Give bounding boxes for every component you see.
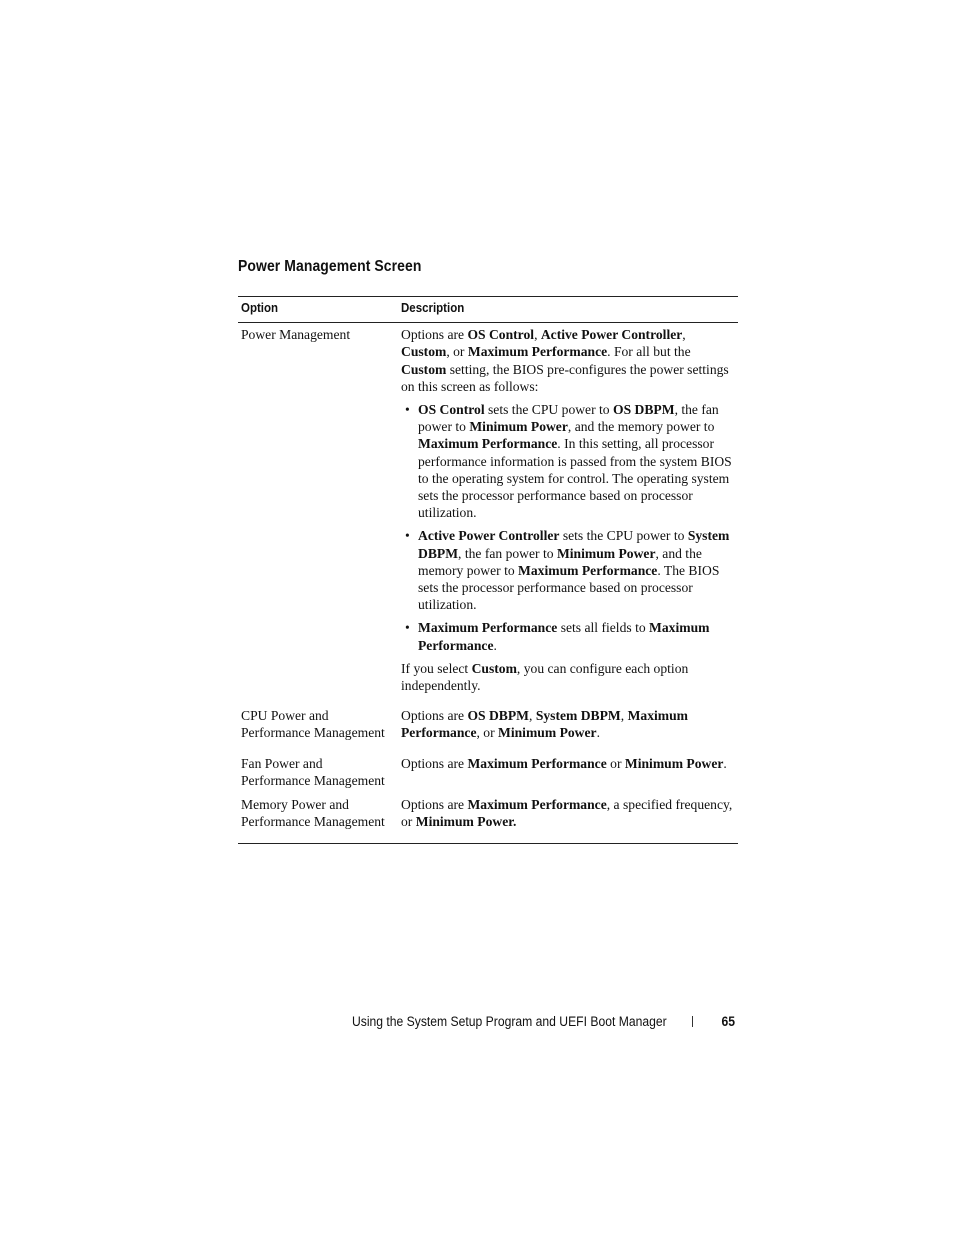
table-row (238, 323, 738, 706)
list-item (401, 401, 735, 521)
table-row (238, 705, 738, 752)
option-name: Power Management (241, 327, 351, 343)
option-value: Active Power Controller (418, 528, 560, 544)
option-value: Maximum Performance (418, 436, 558, 452)
option-description (398, 753, 738, 794)
option-value: Minimum Power (624, 755, 724, 771)
option-value: OS Control (418, 402, 485, 418)
page-footer (317, 1014, 735, 1029)
option-value: OS Control (467, 327, 535, 343)
option-value: Maximum Performance (418, 620, 710, 653)
text-run: sets the CPU power to (484, 402, 613, 418)
option-description (398, 323, 738, 706)
description-paragraph (401, 707, 735, 741)
text-run: . For all but the (607, 344, 691, 360)
text-run: . The BIOS sets the processor performance based on processor utilization. (418, 562, 720, 613)
text-run: . (723, 755, 727, 771)
section-title: Power Management Screen (238, 258, 422, 275)
option-value: OS DBPM (467, 708, 530, 724)
page-number: 65 (721, 1014, 735, 1029)
table-header-row (238, 297, 738, 323)
footer-title: Using the System Setup Program and UEFI Boot Manager (352, 1014, 667, 1029)
option-value: System DBPM (535, 708, 621, 724)
option-value: Maximum Performance (467, 755, 607, 771)
text-run: setting, the BIOS pre-configures the power settings on this screen as follows: (401, 361, 729, 394)
option-value: Maximum Performance (467, 344, 608, 360)
text-run: , the fan power to (418, 402, 719, 435)
option-value: OS DBPM (613, 402, 675, 418)
option-name: Fan Power and Performance Management (241, 755, 385, 788)
list-item (401, 527, 735, 613)
description-paragraph (401, 326, 735, 395)
option-value: Minimum Power (556, 545, 656, 561)
text-run: Options are (401, 327, 468, 343)
option-value: Minimum Power (469, 419, 568, 435)
text-run: , and the memory power to (567, 419, 715, 435)
text-run: , (620, 708, 628, 724)
option-value: Maximum Performance (518, 562, 658, 578)
option-value: Minimum Power (498, 725, 597, 741)
bullet-icon: • (405, 620, 410, 636)
options-table (238, 296, 738, 844)
header-option: Option (238, 297, 398, 323)
text-run: , (534, 327, 541, 343)
bullet-icon: • (405, 528, 410, 544)
text-run: , (529, 708, 536, 724)
text-run: If you select (401, 660, 472, 676)
table-row (238, 753, 738, 794)
option-value: Minimum Power. (415, 814, 517, 830)
option-description (398, 705, 738, 752)
option-value: Custom (401, 361, 447, 377)
option-name: Memory Power and Performance Management (238, 794, 398, 844)
text-run: or (606, 755, 625, 771)
text-run: , the fan power to (458, 545, 557, 561)
table-row (238, 794, 738, 844)
description-paragraph (401, 796, 735, 830)
option-value: Custom (401, 344, 447, 360)
option-name: CPU Power and Performance Management (241, 708, 385, 741)
option-description (398, 794, 738, 844)
option-value: System DBPM (418, 528, 730, 561)
text-run: sets the CPU power to (559, 528, 688, 544)
text-run: . (493, 637, 497, 653)
header-description: Description (398, 297, 738, 323)
text-run: Options are (401, 755, 468, 771)
text-run: , you can configure each option independently. (401, 660, 689, 694)
text-run: Options are (401, 708, 468, 724)
text-run: , a specified frequency, or (401, 797, 733, 830)
footer-separator (692, 1016, 693, 1027)
bullet-icon: • (405, 402, 410, 418)
list-item (401, 619, 735, 653)
text-run: sets all fields to (557, 620, 650, 636)
option-value: Maximum Performance (467, 797, 607, 813)
text-run: Options are (401, 797, 468, 813)
text-run: . In this setting, all processor performance information is passed from the system BIOS to the operating system for control. The operating system sets the processor performance based on processor utilization. (418, 436, 732, 521)
option-value: Maximum Performance (401, 708, 688, 741)
text-run: , (682, 327, 686, 343)
description-paragraph (401, 755, 735, 772)
text-run: , or (476, 725, 499, 741)
text-run: , or (446, 344, 468, 360)
option-value: Maximum Performance (418, 620, 558, 636)
text-run: , and the memory power to (418, 545, 702, 578)
bullet-list (401, 401, 735, 654)
text-run: . (596, 725, 600, 741)
option-value: Active Power Controller (540, 327, 683, 343)
option-value: Custom (471, 660, 517, 676)
description-paragraph (401, 660, 735, 694)
